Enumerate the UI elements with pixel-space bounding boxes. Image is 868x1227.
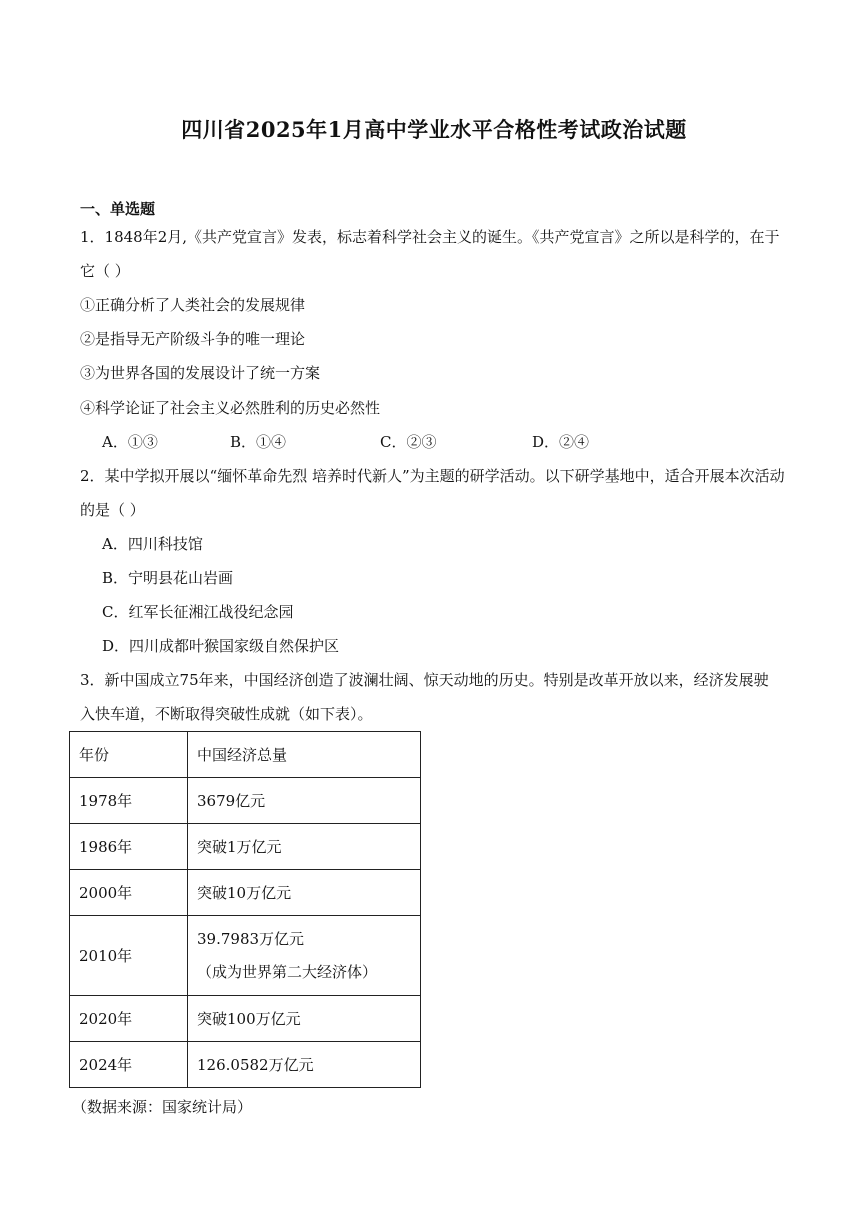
table-header-row [70, 732, 421, 778]
table-cell-year: 1986年 [70, 824, 188, 870]
table-cell-value-main: 39.7983万亿元 [197, 929, 305, 948]
table-cell-value-note: （成为世界第二大经济体） [197, 962, 378, 981]
table-cell-value: 3679亿元 [188, 778, 421, 824]
table-row [70, 870, 421, 916]
table-cell-year: 2024年 [70, 1042, 188, 1088]
section-heading: 一、单选题 [80, 200, 156, 218]
question-1-option-d: D．②④ [532, 433, 590, 451]
page-title: 四川省2025年1月高中学业水平合格性考试政治试题 [181, 117, 687, 142]
question-1-stem-cont: 它（ ） [80, 262, 130, 280]
table-row [70, 996, 421, 1042]
question-1-statement-3: ③为世界各国的发展设计了统一方案 [80, 364, 321, 382]
table-row [70, 916, 421, 996]
data-source-note: （数据来源：国家统计局） [72, 1098, 253, 1116]
table-cell-year: 1978年 [70, 778, 188, 824]
table-cell-value [188, 916, 421, 996]
table-row [70, 824, 421, 870]
table-cell-year: 2000年 [70, 870, 188, 916]
table-header-year: 年份 [70, 732, 188, 778]
table-header-total: 中国经济总量 [188, 732, 421, 778]
table-cell-value: 突破10万亿元 [188, 870, 421, 916]
question-3-stem-cont: 入快车道，不断取得突破性成就（如下表）。 [80, 705, 373, 723]
table-cell-year: 2010年 [70, 916, 188, 996]
question-2-option-d: D．四川成都叶猴国家级自然保护区 [102, 637, 340, 655]
question-1-statement-4: ④科学论证了社会主义必然胜利的历史必然性 [80, 399, 381, 417]
table-row [70, 778, 421, 824]
table-cell-year: 2020年 [70, 996, 188, 1042]
question-1-statement-2: ②是指导无产阶级斗争的唯一理论 [80, 330, 306, 348]
question-1-statement-1: ①正确分析了人类社会的发展规律 [80, 296, 306, 314]
question-2-option-a: A．四川科技馆 [102, 535, 203, 553]
question-2-stem: 2．某中学拟开展以“缅怀革命先烈 培养时代新人”为主题的研学活动。以下研学基地中，适合开展本次活动 [80, 467, 785, 485]
table-cell-value: 突破100万亿元 [188, 996, 421, 1042]
table-cell-value: 126.0582万亿元 [188, 1042, 421, 1088]
question-1-option-a: A．①③ [102, 433, 158, 451]
question-1-stem: 1．1848年2月,《共产党宣言》发表，标志着科学社会主义的诞生。《共产党宣言》之所以是科学的，在于 [80, 228, 780, 246]
table-row [70, 1042, 421, 1088]
question-2-option-c: C．红军长征湘江战役纪念园 [102, 603, 294, 621]
economy-table [69, 731, 421, 1088]
question-1-option-b: B．①④ [230, 433, 287, 451]
table-cell-value: 突破1万亿元 [188, 824, 421, 870]
question-3-stem: 3．新中国成立75年来，中国经济创造了波澜壮阔、惊天动地的历史。特别是改革开放以来，经济发展驶 [80, 671, 769, 689]
question-2-option-b: B．宁明县花山岩画 [102, 569, 234, 587]
question-1-option-c: C．②③ [380, 433, 437, 451]
question-2-stem-cont: 的是（ ） [80, 501, 145, 519]
